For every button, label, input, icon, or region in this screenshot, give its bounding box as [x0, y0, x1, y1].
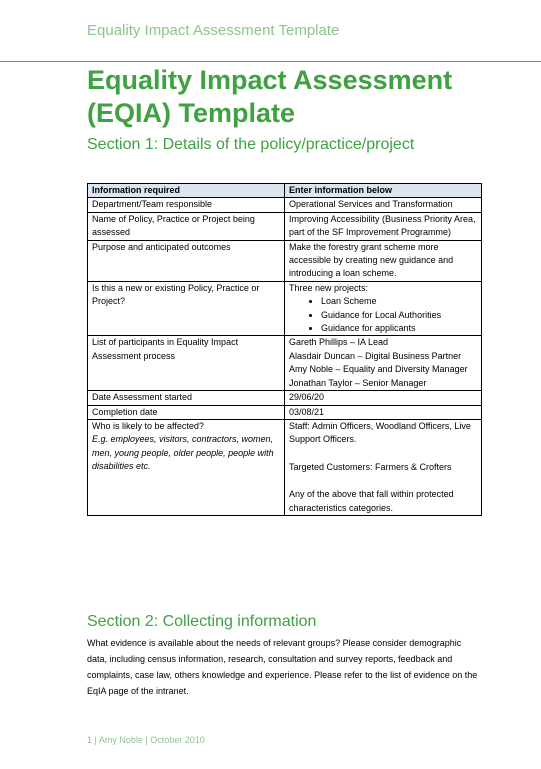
table-row [88, 405, 482, 419]
row-value [285, 419, 482, 515]
projects-intro: Three new projects: [289, 282, 369, 293]
eqia-details-table [87, 183, 482, 516]
list-item: • Guidance for Local Authorities [321, 309, 477, 322]
table-row [88, 391, 482, 405]
list-item: • Guidance for applicants [321, 322, 477, 335]
column-header-information-required: Information required [88, 184, 285, 198]
affected-customers: Targeted Customers: Farmers & Crofters [289, 461, 452, 472]
row-value: Operational Services and Transformation [285, 198, 482, 212]
section-1-heading: Section 1: Details of the policy/practice/project [87, 136, 415, 153]
section-2-heading: Section 2: Collecting information [87, 613, 317, 630]
affected-question: Who is likely to be affected? [92, 420, 204, 431]
row-value: Improving Accessibility (Business Priority Area, part of the SF Improvement Programme) [285, 212, 482, 240]
row-value: 29/06/20 [285, 391, 482, 405]
table-row [88, 336, 482, 391]
row-value [285, 336, 482, 391]
page-footer: 1 | Amy Noble | October 2010 [87, 735, 205, 745]
participant: Jonathan Taylor – Senior Manager [289, 377, 427, 388]
row-value: 03/08/21 [285, 405, 482, 419]
row-label [88, 419, 285, 515]
list-item: • Loan Scheme [321, 295, 477, 308]
row-label: Purpose and anticipated outcomes [88, 240, 285, 281]
table-row [88, 419, 482, 515]
affected-examples: E.g. employees, visitors, contractors, women, men, young people, older people, people with disabilities etc. [92, 434, 274, 472]
participant: Amy Noble – Equality and Diversity Manager [289, 364, 468, 375]
table-row [88, 212, 482, 240]
document-title: Equality Impact Assessment (EQIA) Template [87, 65, 453, 128]
affected-staff: Staff: Admin Officers, Woodland Officers, Live Support Officers. [289, 420, 471, 445]
spacer [289, 447, 477, 461]
affected-protected: Any of the above that fall within protected characteristics categories. [289, 489, 454, 513]
page-header-text: Equality Impact Assessment Template [87, 22, 340, 39]
row-label: Name of Policy, Practice or Project being assessed [88, 212, 285, 240]
header-divider [0, 61, 541, 62]
row-label: List of participants in Equality Impact Assessment process [88, 336, 285, 391]
column-header-enter-information: Enter information below [285, 184, 482, 198]
row-label: Department/Team responsible [88, 198, 285, 212]
participant: Gareth Phillips – IA Lead [289, 337, 389, 348]
row-label: Completion date [88, 405, 285, 419]
row-value [285, 281, 482, 336]
projects-list [289, 295, 477, 335]
table-row [88, 240, 482, 281]
table-row [88, 281, 482, 336]
row-label: Date Assessment started [88, 391, 285, 405]
participant: Alasdair Duncan – Digital Business Partner [289, 350, 462, 361]
spacer [289, 474, 477, 488]
section-2-body: What evidence is available about the needs of relevant groups? Please consider demographic data, including census information, research, consultation and survey reports, feedback and complaints, case law, others knowledge and experience. Please refer to the list of evidence on the EqIA page of the intranet. [87, 638, 478, 696]
row-label: Is this a new or existing Policy, Practice or Project? [88, 281, 285, 336]
row-value: Make the forestry grant scheme more accessible by creating new guidance and introducing a loan scheme. [285, 240, 482, 281]
table-header-row [88, 184, 482, 198]
table-row [88, 198, 482, 212]
